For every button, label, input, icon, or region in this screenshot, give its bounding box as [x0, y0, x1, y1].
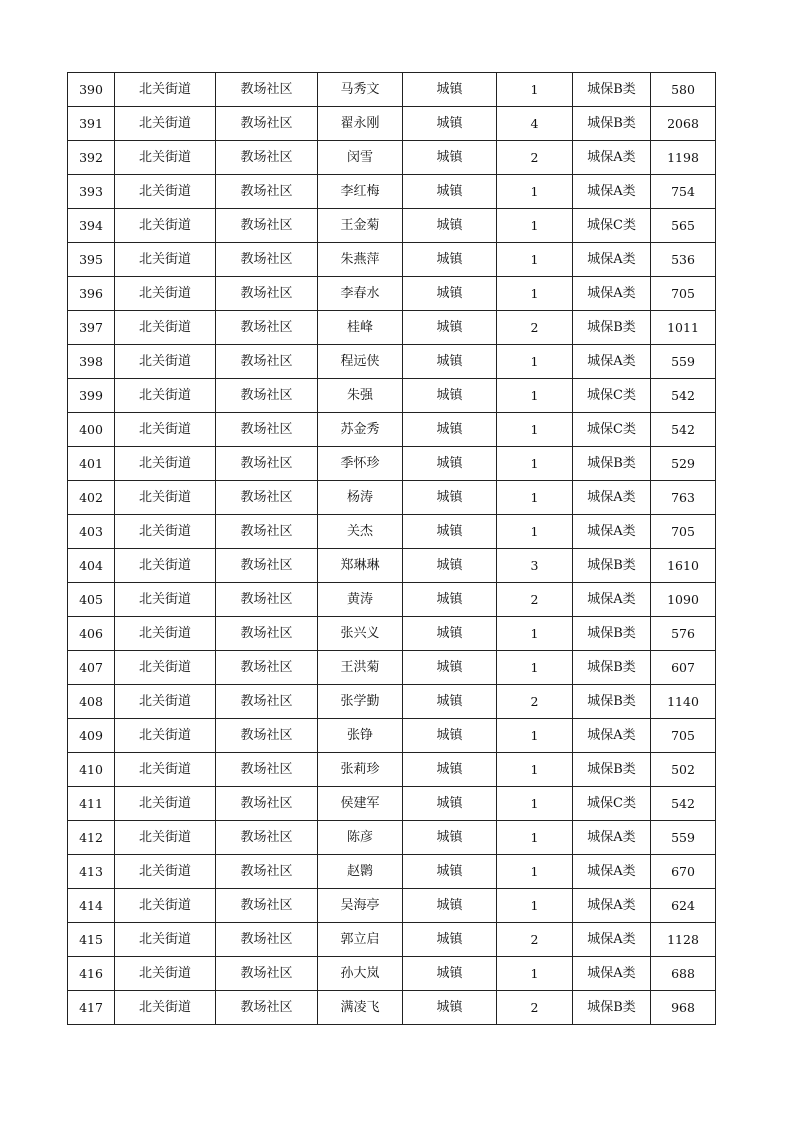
- name-cell: 王洪菊: [318, 651, 403, 685]
- street-cell: 北关街道: [115, 787, 216, 821]
- street-cell: 北关街道: [115, 277, 216, 311]
- community-cell: 教场社区: [216, 719, 318, 753]
- category-cell: 城保A类: [573, 175, 651, 209]
- area-type-cell: 城镇: [403, 73, 497, 107]
- area-type-cell: 城镇: [403, 549, 497, 583]
- row-number-cell: 402: [68, 481, 115, 515]
- table-row: [68, 617, 716, 651]
- name-cell: 孙大岚: [318, 957, 403, 991]
- household-count-cell: 1: [497, 277, 573, 311]
- amount-cell: 968: [651, 991, 716, 1025]
- household-count-cell: 1: [497, 957, 573, 991]
- row-number-cell: 412: [68, 821, 115, 855]
- household-count-cell: 1: [497, 617, 573, 651]
- row-number-cell: 391: [68, 107, 115, 141]
- amount-cell: 763: [651, 481, 716, 515]
- amount-cell: 1198: [651, 141, 716, 175]
- row-number-cell: 398: [68, 345, 115, 379]
- street-cell: 北关街道: [115, 243, 216, 277]
- name-cell: 黄涛: [318, 583, 403, 617]
- table-row: [68, 141, 716, 175]
- category-cell: 城保A类: [573, 957, 651, 991]
- amount-cell: 1090: [651, 583, 716, 617]
- area-type-cell: 城镇: [403, 685, 497, 719]
- household-count-cell: 1: [497, 243, 573, 277]
- amount-cell: 670: [651, 855, 716, 889]
- street-cell: 北关街道: [115, 821, 216, 855]
- street-cell: 北关街道: [115, 889, 216, 923]
- name-cell: 李红梅: [318, 175, 403, 209]
- amount-cell: 688: [651, 957, 716, 991]
- row-number-cell: 409: [68, 719, 115, 753]
- table-row: [68, 583, 716, 617]
- household-count-cell: 2: [497, 583, 573, 617]
- table-row: [68, 753, 716, 787]
- table-row: [68, 651, 716, 685]
- community-cell: 教场社区: [216, 209, 318, 243]
- household-count-cell: 1: [497, 447, 573, 481]
- category-cell: 城保A类: [573, 583, 651, 617]
- name-cell: 闵雪: [318, 141, 403, 175]
- community-cell: 教场社区: [216, 311, 318, 345]
- community-cell: 教场社区: [216, 991, 318, 1025]
- household-count-cell: 2: [497, 923, 573, 957]
- amount-cell: 1610: [651, 549, 716, 583]
- table-row: [68, 379, 716, 413]
- amount-cell: 1140: [651, 685, 716, 719]
- table-row: [68, 515, 716, 549]
- table-row: [68, 209, 716, 243]
- amount-cell: 542: [651, 413, 716, 447]
- name-cell: 朱燕萍: [318, 243, 403, 277]
- amount-cell: 705: [651, 719, 716, 753]
- area-type-cell: 城镇: [403, 889, 497, 923]
- table-row: [68, 481, 716, 515]
- community-cell: 教场社区: [216, 175, 318, 209]
- household-count-cell: 4: [497, 107, 573, 141]
- street-cell: 北关街道: [115, 481, 216, 515]
- street-cell: 北关街道: [115, 379, 216, 413]
- household-count-cell: 2: [497, 311, 573, 345]
- row-number-cell: 410: [68, 753, 115, 787]
- community-cell: 教场社区: [216, 957, 318, 991]
- community-cell: 教场社区: [216, 617, 318, 651]
- row-number-cell: 407: [68, 651, 115, 685]
- amount-cell: 1128: [651, 923, 716, 957]
- area-type-cell: 城镇: [403, 345, 497, 379]
- street-cell: 北关街道: [115, 175, 216, 209]
- name-cell: 苏金秀: [318, 413, 403, 447]
- area-type-cell: 城镇: [403, 277, 497, 311]
- household-count-cell: 1: [497, 345, 573, 379]
- street-cell: 北关街道: [115, 617, 216, 651]
- table-row: [68, 243, 716, 277]
- name-cell: 郭立启: [318, 923, 403, 957]
- row-number-cell: 405: [68, 583, 115, 617]
- category-cell: 城保B类: [573, 107, 651, 141]
- name-cell: 郑琳琳: [318, 549, 403, 583]
- table-row: [68, 413, 716, 447]
- community-cell: 教场社区: [216, 787, 318, 821]
- category-cell: 城保B类: [573, 991, 651, 1025]
- roster-table: [67, 72, 716, 1025]
- category-cell: 城保A类: [573, 277, 651, 311]
- amount-cell: 559: [651, 345, 716, 379]
- amount-cell: 565: [651, 209, 716, 243]
- table-row: [68, 719, 716, 753]
- name-cell: 李春水: [318, 277, 403, 311]
- area-type-cell: 城镇: [403, 821, 497, 855]
- amount-cell: 576: [651, 617, 716, 651]
- area-type-cell: 城镇: [403, 957, 497, 991]
- community-cell: 教场社区: [216, 277, 318, 311]
- area-type-cell: 城镇: [403, 447, 497, 481]
- household-count-cell: 2: [497, 685, 573, 719]
- table-row: [68, 277, 716, 311]
- category-cell: 城保B类: [573, 73, 651, 107]
- row-number-cell: 415: [68, 923, 115, 957]
- community-cell: 教场社区: [216, 855, 318, 889]
- category-cell: 城保A类: [573, 821, 651, 855]
- street-cell: 北关街道: [115, 515, 216, 549]
- household-count-cell: 1: [497, 481, 573, 515]
- row-number-cell: 414: [68, 889, 115, 923]
- community-cell: 教场社区: [216, 753, 318, 787]
- row-number-cell: 393: [68, 175, 115, 209]
- amount-cell: 559: [651, 821, 716, 855]
- table-row: [68, 991, 716, 1025]
- area-type-cell: 城镇: [403, 787, 497, 821]
- street-cell: 北关街道: [115, 73, 216, 107]
- area-type-cell: 城镇: [403, 855, 497, 889]
- street-cell: 北关街道: [115, 447, 216, 481]
- household-count-cell: 1: [497, 379, 573, 413]
- name-cell: 桂峰: [318, 311, 403, 345]
- amount-cell: 542: [651, 787, 716, 821]
- area-type-cell: 城镇: [403, 515, 497, 549]
- table-row: [68, 787, 716, 821]
- amount-cell: 705: [651, 515, 716, 549]
- household-count-cell: 3: [497, 549, 573, 583]
- category-cell: 城保A类: [573, 515, 651, 549]
- category-cell: 城保C类: [573, 209, 651, 243]
- table-row: [68, 311, 716, 345]
- community-cell: 教场社区: [216, 141, 318, 175]
- area-type-cell: 城镇: [403, 583, 497, 617]
- amount-cell: 580: [651, 73, 716, 107]
- amount-cell: 1011: [651, 311, 716, 345]
- household-count-cell: 2: [497, 991, 573, 1025]
- row-number-cell: 397: [68, 311, 115, 345]
- row-number-cell: 413: [68, 855, 115, 889]
- category-cell: 城保A类: [573, 889, 651, 923]
- community-cell: 教场社区: [216, 243, 318, 277]
- name-cell: 杨涛: [318, 481, 403, 515]
- table-row: [68, 73, 716, 107]
- table-row: [68, 447, 716, 481]
- table-row: [68, 175, 716, 209]
- row-number-cell: 399: [68, 379, 115, 413]
- community-cell: 教场社区: [216, 481, 318, 515]
- category-cell: 城保B类: [573, 447, 651, 481]
- table-row: [68, 549, 716, 583]
- amount-cell: 542: [651, 379, 716, 413]
- community-cell: 教场社区: [216, 379, 318, 413]
- community-cell: 教场社区: [216, 821, 318, 855]
- community-cell: 教场社区: [216, 515, 318, 549]
- area-type-cell: 城镇: [403, 209, 497, 243]
- community-cell: 教场社区: [216, 447, 318, 481]
- household-count-cell: 1: [497, 515, 573, 549]
- category-cell: 城保B类: [573, 753, 651, 787]
- row-number-cell: 394: [68, 209, 115, 243]
- row-number-cell: 411: [68, 787, 115, 821]
- amount-cell: 607: [651, 651, 716, 685]
- row-number-cell: 416: [68, 957, 115, 991]
- street-cell: 北关街道: [115, 855, 216, 889]
- category-cell: 城保A类: [573, 243, 651, 277]
- area-type-cell: 城镇: [403, 175, 497, 209]
- category-cell: 城保A类: [573, 481, 651, 515]
- table-row: [68, 821, 716, 855]
- category-cell: 城保B类: [573, 549, 651, 583]
- household-count-cell: 2: [497, 141, 573, 175]
- household-count-cell: 1: [497, 719, 573, 753]
- street-cell: 北关街道: [115, 345, 216, 379]
- street-cell: 北关街道: [115, 957, 216, 991]
- row-number-cell: 401: [68, 447, 115, 481]
- row-number-cell: 406: [68, 617, 115, 651]
- category-cell: 城保A类: [573, 719, 651, 753]
- name-cell: 季怀珍: [318, 447, 403, 481]
- category-cell: 城保A类: [573, 141, 651, 175]
- amount-cell: 754: [651, 175, 716, 209]
- community-cell: 教场社区: [216, 549, 318, 583]
- amount-cell: 529: [651, 447, 716, 481]
- area-type-cell: 城镇: [403, 991, 497, 1025]
- community-cell: 教场社区: [216, 923, 318, 957]
- area-type-cell: 城镇: [403, 719, 497, 753]
- street-cell: 北关街道: [115, 923, 216, 957]
- community-cell: 教场社区: [216, 345, 318, 379]
- street-cell: 北关街道: [115, 753, 216, 787]
- area-type-cell: 城镇: [403, 379, 497, 413]
- name-cell: 朱强: [318, 379, 403, 413]
- household-count-cell: 1: [497, 821, 573, 855]
- household-count-cell: 1: [497, 855, 573, 889]
- street-cell: 北关街道: [115, 583, 216, 617]
- area-type-cell: 城镇: [403, 141, 497, 175]
- area-type-cell: 城镇: [403, 753, 497, 787]
- name-cell: 翟永刚: [318, 107, 403, 141]
- name-cell: 程远侠: [318, 345, 403, 379]
- category-cell: 城保C类: [573, 787, 651, 821]
- row-number-cell: 392: [68, 141, 115, 175]
- row-number-cell: 417: [68, 991, 115, 1025]
- household-count-cell: 1: [497, 651, 573, 685]
- category-cell: 城保B类: [573, 685, 651, 719]
- row-number-cell: 396: [68, 277, 115, 311]
- name-cell: 马秀文: [318, 73, 403, 107]
- area-type-cell: 城镇: [403, 243, 497, 277]
- row-number-cell: 395: [68, 243, 115, 277]
- household-count-cell: 1: [497, 753, 573, 787]
- area-type-cell: 城镇: [403, 617, 497, 651]
- street-cell: 北关街道: [115, 311, 216, 345]
- category-cell: 城保B类: [573, 651, 651, 685]
- area-type-cell: 城镇: [403, 311, 497, 345]
- household-count-cell: 1: [497, 787, 573, 821]
- category-cell: 城保C类: [573, 379, 651, 413]
- name-cell: 张兴义: [318, 617, 403, 651]
- amount-cell: 536: [651, 243, 716, 277]
- category-cell: 城保A类: [573, 345, 651, 379]
- roster-body: [68, 73, 716, 1025]
- street-cell: 北关街道: [115, 651, 216, 685]
- row-number-cell: 403: [68, 515, 115, 549]
- community-cell: 教场社区: [216, 73, 318, 107]
- area-type-cell: 城镇: [403, 651, 497, 685]
- name-cell: 张莉珍: [318, 753, 403, 787]
- community-cell: 教场社区: [216, 413, 318, 447]
- category-cell: 城保B类: [573, 311, 651, 345]
- amount-cell: 2068: [651, 107, 716, 141]
- table-row: [68, 107, 716, 141]
- table-row: [68, 855, 716, 889]
- street-cell: 北关街道: [115, 549, 216, 583]
- row-number-cell: 404: [68, 549, 115, 583]
- community-cell: 教场社区: [216, 107, 318, 141]
- street-cell: 北关街道: [115, 991, 216, 1025]
- category-cell: 城保A类: [573, 923, 651, 957]
- name-cell: 赵鹮: [318, 855, 403, 889]
- table-row: [68, 345, 716, 379]
- row-number-cell: 408: [68, 685, 115, 719]
- table-row: [68, 923, 716, 957]
- amount-cell: 624: [651, 889, 716, 923]
- category-cell: 城保B类: [573, 617, 651, 651]
- community-cell: 教场社区: [216, 889, 318, 923]
- street-cell: 北关街道: [115, 141, 216, 175]
- street-cell: 北关街道: [115, 209, 216, 243]
- name-cell: 张学勤: [318, 685, 403, 719]
- name-cell: 陈彦: [318, 821, 403, 855]
- name-cell: 吴海亭: [318, 889, 403, 923]
- community-cell: 教场社区: [216, 651, 318, 685]
- category-cell: 城保C类: [573, 413, 651, 447]
- name-cell: 王金菊: [318, 209, 403, 243]
- area-type-cell: 城镇: [403, 923, 497, 957]
- area-type-cell: 城镇: [403, 413, 497, 447]
- row-number-cell: 390: [68, 73, 115, 107]
- community-cell: 教场社区: [216, 583, 318, 617]
- household-count-cell: 1: [497, 73, 573, 107]
- name-cell: 侯建军: [318, 787, 403, 821]
- row-number-cell: 400: [68, 413, 115, 447]
- community-cell: 教场社区: [216, 685, 318, 719]
- household-count-cell: 1: [497, 413, 573, 447]
- table-row: [68, 957, 716, 991]
- name-cell: 满凌飞: [318, 991, 403, 1025]
- table-row: [68, 685, 716, 719]
- name-cell: 张铮: [318, 719, 403, 753]
- amount-cell: 502: [651, 753, 716, 787]
- table-row: [68, 889, 716, 923]
- household-count-cell: 1: [497, 209, 573, 243]
- street-cell: 北关街道: [115, 107, 216, 141]
- household-count-cell: 1: [497, 889, 573, 923]
- name-cell: 关杰: [318, 515, 403, 549]
- street-cell: 北关街道: [115, 719, 216, 753]
- area-type-cell: 城镇: [403, 107, 497, 141]
- amount-cell: 705: [651, 277, 716, 311]
- street-cell: 北关街道: [115, 685, 216, 719]
- household-count-cell: 1: [497, 175, 573, 209]
- area-type-cell: 城镇: [403, 481, 497, 515]
- street-cell: 北关街道: [115, 413, 216, 447]
- category-cell: 城保A类: [573, 855, 651, 889]
